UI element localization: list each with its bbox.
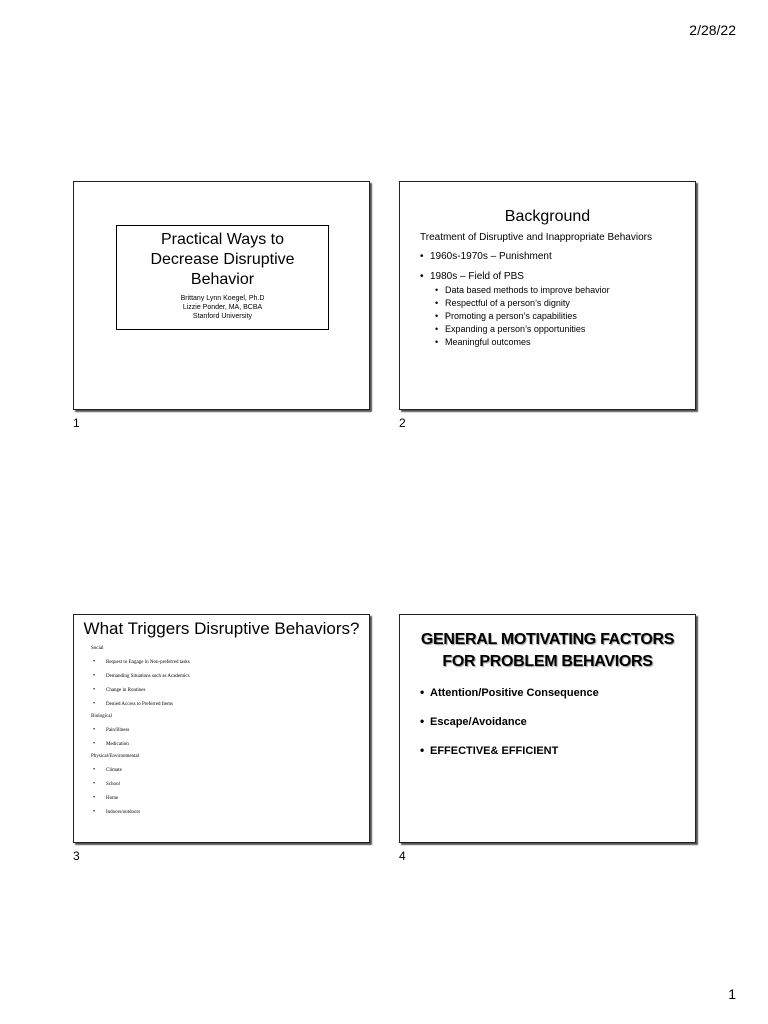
bullet-item: • Escape/Avoidance (420, 716, 695, 728)
document-date: 2/28/22 (689, 22, 736, 38)
slide-1-title: Practical Ways to Decrease Disruptive Behavior (150, 231, 295, 288)
category-label: Physical/Environmental (91, 754, 140, 759)
list-item: • Request to Engage in Non-preferred tasks (91, 660, 369, 665)
bullet-item: • EFFECTIVE& EFFICIENT (420, 745, 695, 757)
title-line: FOR PROBLEM BEHAVIORS (442, 653, 653, 670)
list-item: • Denied Access to Preferred Items (91, 702, 369, 707)
page-number: 1 (728, 986, 736, 1002)
slide-2-thumbnail[interactable] (399, 181, 696, 410)
list-item: • Climate (91, 768, 369, 773)
physical-list (91, 768, 369, 815)
sub-bullet-item: • Promoting a person’s capabilities (435, 311, 695, 321)
slide-2-bullets (420, 251, 695, 347)
slide-number: 1 (73, 416, 80, 430)
bullet-item (420, 271, 695, 347)
list-item: • School (91, 782, 369, 787)
sub-bullet-item: • Data based methods to improve behavior (435, 285, 695, 295)
bullet-item: • 1960s-1970s – Punishment (420, 251, 695, 262)
bullet-text: 1980s – Field of PBS (430, 271, 524, 282)
slide-3-title: What Triggers Disruptive Behaviors? (83, 619, 360, 638)
slide-1-thumbnail[interactable] (73, 181, 370, 410)
list-item: • Pain/Illness (91, 728, 369, 733)
slide-number: 2 (399, 416, 406, 430)
sub-bullet-item: • Meaningful outcomes (435, 337, 695, 347)
slide-1-authors (117, 294, 328, 321)
title-box (116, 225, 329, 330)
slide-2-lead: Treatment of Disruptive and Inappropriate Behaviors (420, 232, 652, 243)
list-item: • Change in Routines (91, 688, 369, 693)
list-item: • Home (91, 796, 369, 801)
list-item: • Demanding Situations such as Academics (91, 674, 369, 679)
sub-bullet-item: • Expanding a person’s opportunities (435, 324, 695, 334)
slide-4-bullets (420, 687, 695, 757)
list-item: • Indoors/outdoors (91, 810, 369, 815)
slide-2-title: Background (504, 208, 591, 225)
title-line: GENERAL MOTIVATING FACTORS (420, 631, 675, 648)
sub-bullets (430, 285, 695, 347)
slide-3-thumbnail[interactable] (73, 614, 370, 843)
biological-list (91, 728, 369, 747)
list-item: • Medication (91, 742, 369, 747)
slide-4-thumbnail[interactable] (399, 614, 696, 843)
author-line: Brittany Lynn Koegel, Ph.D (180, 295, 265, 302)
slide-4-title (400, 629, 695, 673)
category-label: Biological (91, 714, 112, 719)
social-list (91, 660, 369, 707)
sub-bullet-item: • Respectful of a person’s dignity (435, 298, 695, 308)
bullet-item: • Attention/Positive Consequence (420, 687, 695, 699)
slide-number: 3 (73, 849, 80, 863)
author-line: Lizzie Ponder, MA, BCBA (182, 304, 263, 311)
author-line: Stanford University (192, 313, 253, 320)
category-label: Social (91, 646, 104, 651)
slide-number: 4 (399, 849, 406, 863)
